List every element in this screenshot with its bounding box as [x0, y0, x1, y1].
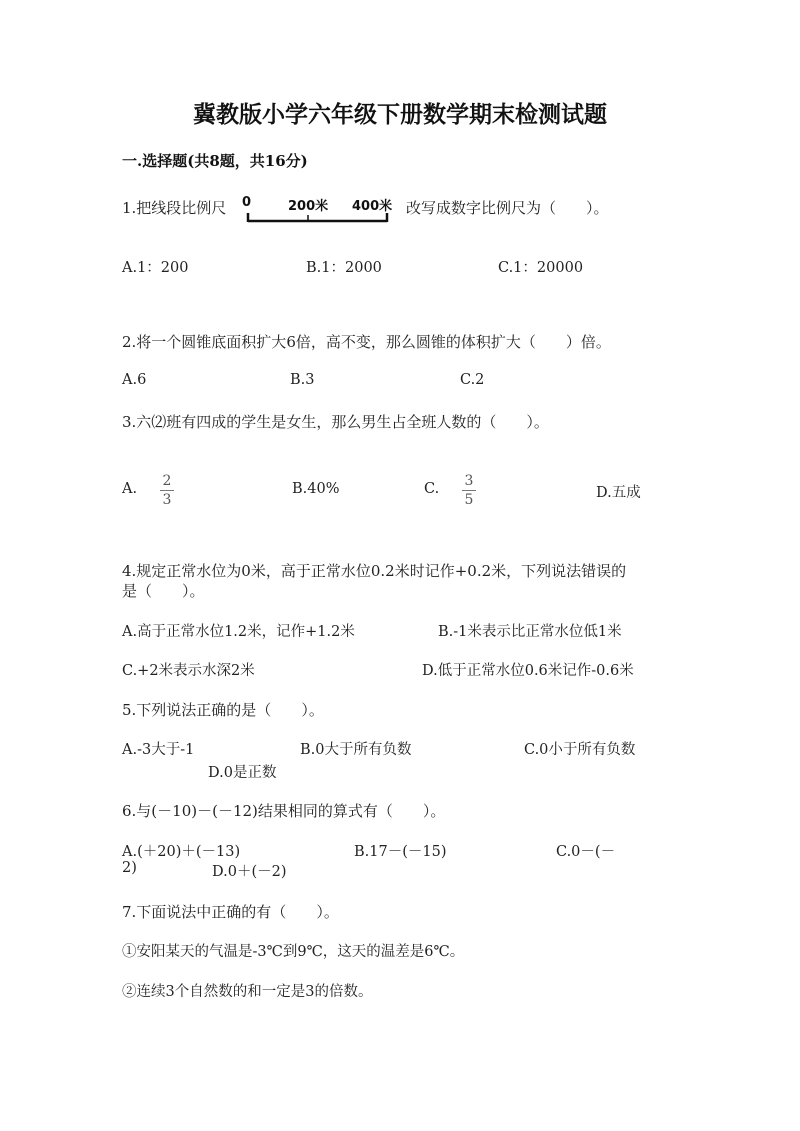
fraction-numerator: 3	[464, 473, 474, 489]
q2-option-b: B.3	[290, 372, 315, 388]
q1-option-a: A.1：200	[122, 260, 189, 276]
q5-option-a: A.-3大于-1	[122, 742, 195, 758]
q7-statement-1: ①安阳某天的气温是-3℃到9℃，这天的温差是6℃。	[122, 944, 465, 960]
q6-option-c-continued: 2)	[122, 860, 137, 876]
q6-option-c: C.0－(－	[556, 844, 616, 860]
q5-option-d: D.0是正数	[208, 765, 277, 781]
scale-label-400: 400米	[352, 199, 393, 214]
q2-option-a: A.6	[122, 372, 147, 388]
page-title: 冀教版小学六年级下册数学期末检测试题	[193, 101, 607, 128]
q6-option-b: B.17－(－15)	[354, 844, 447, 860]
fraction-denominator: 3	[162, 492, 172, 508]
q1-prefix: 1.把线段比例尺	[122, 199, 227, 217]
q4-option-a: A.高于正常水位1.2米，记作+1.2米	[122, 624, 355, 640]
q5-option-b: B.0大于所有负数	[300, 742, 412, 758]
q6-text: 6.与(－10)－(－12)结果相同的算式有（ ）。	[122, 802, 446, 820]
q7-text: 7.下面说法中正确的有（ ）。	[122, 903, 339, 921]
q6-option-d: D.0＋(－2)	[212, 864, 287, 880]
fraction-denominator: 5	[464, 492, 474, 508]
fraction-numerator: 2	[162, 473, 172, 489]
section-heading: 一.选择题(共8题，共16分)	[122, 152, 308, 170]
fraction-bar	[160, 490, 174, 491]
q3-option-c-label: C.	[424, 481, 440, 497]
q1-option-b: B.1：2000	[306, 260, 382, 276]
q4-option-d: D.低于正常水位0.6米记作-0.6米	[422, 663, 634, 679]
q2-option-c: C.2	[460, 372, 485, 388]
scale-label-0: 0	[242, 195, 252, 210]
scale-label-200: 200米	[288, 199, 329, 214]
q2-text: 2.将一个圆锥底面积扩大6倍，高不变，那么圆锥的体积扩大（ ）倍。	[122, 333, 611, 351]
q3-option-c-fraction	[462, 474, 476, 507]
q6-option-a: A.(＋20)＋(－13)	[122, 844, 241, 860]
q1-option-c: C.1：20000	[498, 260, 584, 276]
fraction-bar	[462, 490, 476, 491]
q7-statement-2: ②连续3个自然数的和一定是3的倍数。	[122, 984, 373, 1000]
q1-suffix: 改写成数字比例尺为（ ）。	[406, 199, 609, 217]
q3-text: 3.六⑵班有四成的学生是女生，那么男生占全班人数的（ ）。	[122, 413, 549, 431]
q5-option-c: C.0小于所有负数	[524, 742, 636, 758]
q3-option-d: D.五成	[596, 485, 641, 501]
q4-option-b: B.-1米表示比正常水位低1米	[438, 624, 622, 640]
q4-option-c: C.+2米表示水深2米	[122, 663, 255, 679]
scale-bar-figure	[240, 192, 400, 226]
q4-text-line1: 4.规定正常水位为0米，高于正常水位0.2米时记作+0.2米，下列说法错误的	[122, 562, 627, 580]
scale-bar-line	[240, 208, 400, 224]
q3-option-a-fraction	[160, 474, 174, 507]
q3-option-b: B.40%	[292, 481, 340, 497]
q5-text: 5.下列说法正确的是（ ）。	[122, 701, 324, 719]
q4-text-line2: 是（ ）。	[122, 582, 205, 600]
q3-option-a-label: A.	[122, 481, 138, 497]
